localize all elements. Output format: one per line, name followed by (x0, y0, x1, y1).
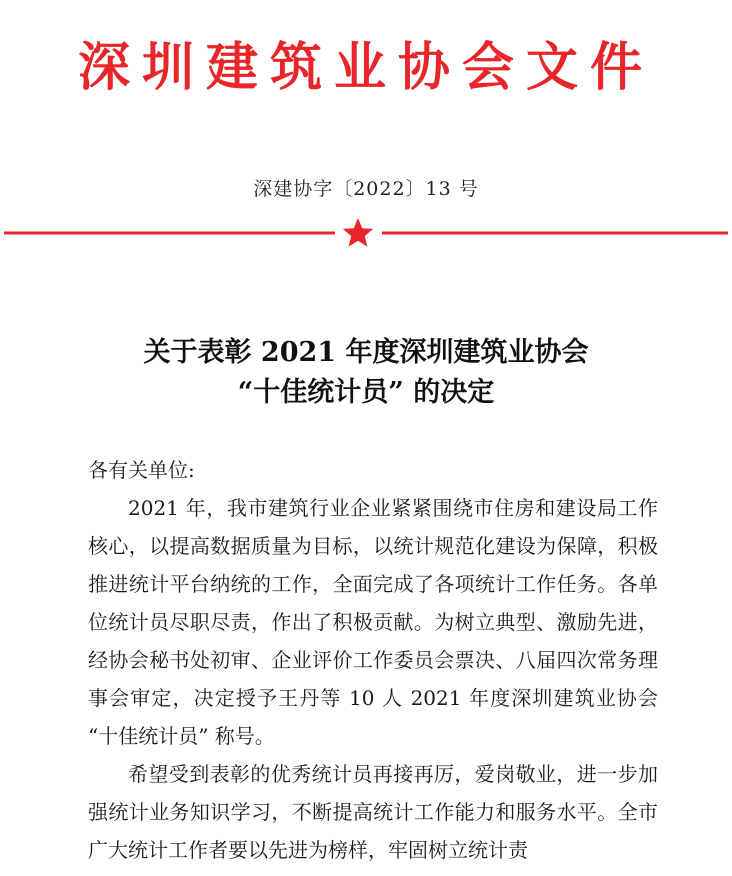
star-icon (343, 218, 373, 247)
document-title (0, 333, 732, 413)
red-divider (0, 214, 732, 250)
title-line-1: 关于表彰 2021 年度深圳建筑业协会 (143, 337, 589, 368)
document-number: 深建协字〔2022〕13 号 (253, 178, 479, 200)
body-paragraph: 希望受到表彰的优秀统计员再接再厉，爱岗敬业，进一步加强统计业务知识学习，不断提高统计工作能力和服务水平。全市广大统计工作者要以先进为榜样，牢固树立统计责 (88, 762, 658, 862)
title-line-2: “十佳统计员” 的决定 (237, 377, 495, 408)
document-body (88, 451, 658, 869)
body-paragraph: 2021 年，我市建筑行业企业紧紧围绕市住房和建设局工作核心，以提高数据质量为目标，以统计规范化建设为保障，积极推进统计平台纳统的工作，全面完成了各项统计工作任务。各单位统计员尽职尽责，作出了积极贡献。为树立典型、激励先进，经协会秘书处初审、企业评价工作委员会票决、八届四次常务理事会审定，决定授予王丹等 10 人 2021 年度深圳建筑业协会 “十佳统计员” 称号。 (88, 496, 658, 748)
salutation: 各有关单位: (88, 458, 195, 482)
document-header-title: 深圳建筑业协会文件 (77, 38, 654, 98)
